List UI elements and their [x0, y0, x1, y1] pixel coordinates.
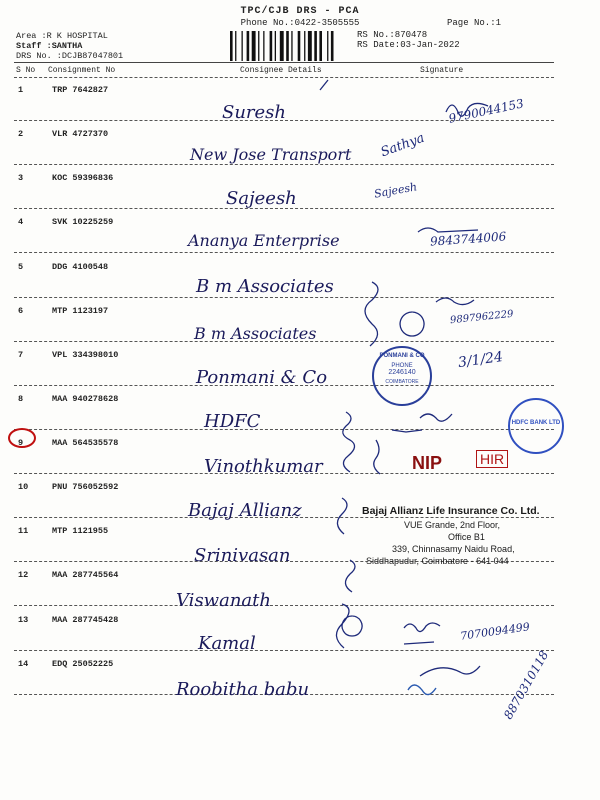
sig-row3: Sajeesh — [373, 180, 419, 201]
hand-consignee-9: Vinothkumar — [204, 456, 323, 477]
hand-consignee-1: Suresh — [222, 102, 287, 123]
ponmani-stamp: PONMANI & CO PHONE 2246140 COIMBATORE — [372, 346, 432, 406]
row-consignment-number: MAA 287745564 — [52, 570, 119, 580]
hir-mark: HIR — [476, 450, 508, 468]
drs-number: DRS No. :DCJB87047801 — [16, 51, 124, 61]
row-sno: 4 — [18, 217, 24, 227]
hand-consignee-12: Viswanath — [176, 590, 271, 611]
row-consignment-number: TRP 7642827 — [52, 85, 109, 95]
hand-consignee-11: Srinivasan — [194, 545, 291, 566]
bajaj-stamp-line1: VUE Grande, 2nd Floor, — [404, 520, 501, 530]
row-consignment-number: MAA 564535578 — [52, 438, 119, 448]
row-consignment-number: VPL 334398010 — [52, 350, 119, 360]
row-sno: 2 — [18, 129, 24, 139]
row-consignment-number: VLR 4727370 — [52, 129, 109, 139]
row-sno: 5 — [18, 262, 24, 272]
row-consignment-number: DDG 4100548 — [52, 262, 109, 272]
bajaj-stamp-line3: 339, Chinnasamy Naidu Road, — [392, 544, 515, 554]
row-sno: 14 — [18, 659, 29, 669]
hand-consignee-13: Kamal — [198, 633, 256, 654]
area-label: Area :R K HOSPITAL — [16, 31, 108, 41]
row-sno: 11 — [18, 526, 29, 536]
hand-consignee-14: Roobitha babu — [176, 679, 310, 700]
bajaj-stamp-name: Bajaj Allianz Life Insurance Co. Ltd. — [362, 505, 540, 517]
hdfc-stamp: HDFC BANK LTD — [508, 398, 564, 454]
row-sno: 12 — [18, 570, 29, 580]
col-sno: S No — [16, 66, 36, 75]
sig-row13-phone: 7070094499 — [459, 620, 531, 643]
row-consignment-number: MAA 287745428 — [52, 615, 119, 625]
hand-consignee-7: Ponmani & Co — [196, 367, 328, 388]
row-sno: 7 — [18, 350, 24, 360]
col-signature: Signature — [420, 66, 464, 75]
sig-row14-phone: 8870310118 — [501, 648, 552, 722]
hand-consignee-4: Ananya Enterprise — [188, 231, 340, 250]
sig-row4-phone: 9843744006 — [429, 229, 507, 249]
row-sno: 8 — [18, 394, 24, 404]
sig-row2: Sathya — [378, 130, 427, 161]
nip-mark: NIP — [412, 453, 443, 473]
rs-date: RS Date:03-Jan-2022 — [357, 40, 460, 50]
staff-label: Staff :SANTHA — [16, 41, 83, 51]
rs-number: RS No.:870478 — [357, 30, 428, 40]
row-divider — [14, 605, 554, 606]
sig-row6-phone: 9897962229 — [449, 308, 515, 327]
row-sno: 13 — [18, 615, 29, 625]
row-consignment-number: PNU 756052592 — [52, 482, 119, 492]
row-sno: 1 — [18, 85, 24, 95]
row-sno: 10 — [18, 482, 29, 492]
sheet-title: TPC/CJB DRS - PCA — [240, 6, 360, 17]
row-consignment-number: MTP 1121955 — [52, 526, 109, 536]
row-divider — [14, 297, 554, 298]
hand-consignee-3: Sajeesh — [226, 188, 297, 209]
hand-consignee-10: Bajaj Allianz — [188, 500, 302, 521]
bajaj-stamp-line4: Siddhapudur, Coimbatore - 641 044 — [366, 556, 509, 566]
row-sno: 3 — [18, 173, 24, 183]
sig-row1-phone: 9790044153 — [447, 96, 525, 126]
page-number: Page No.:1 — [447, 18, 502, 28]
row9-circle-mark — [8, 428, 36, 448]
sig-row7-date: 3/1/24 — [457, 348, 504, 372]
phone-number: Phone No.:0422-3505555 — [240, 18, 360, 28]
row-divider — [14, 429, 554, 430]
row-sno: 9 — [18, 438, 24, 448]
row-consignment-number: MTP 1123197 — [52, 306, 109, 316]
hand-consignee-8: HDFC — [204, 411, 261, 432]
row-divider — [14, 164, 554, 165]
bajaj-stamp-line2: Office B1 — [448, 532, 485, 542]
col-consignment: Consignment No — [48, 66, 116, 75]
hand-consignee-5: B m Associates — [196, 276, 334, 297]
row-divider — [14, 252, 554, 253]
hand-consignee-6: B m Associates — [194, 324, 317, 343]
row-consignment-number: EDQ 25052225 — [52, 659, 114, 669]
row-divider — [14, 650, 554, 651]
barcode — [228, 31, 356, 61]
col-consignee: Consignee Details — [240, 66, 322, 75]
row-consignment-number: MAA 940278628 — [52, 394, 119, 404]
row-sno: 6 — [18, 306, 24, 316]
row-consignment-number: SVK 10225259 — [52, 217, 114, 227]
row-consignment-number: KOC 59396836 — [52, 173, 114, 183]
hand-consignee-2: New Jose Transport — [190, 145, 352, 164]
